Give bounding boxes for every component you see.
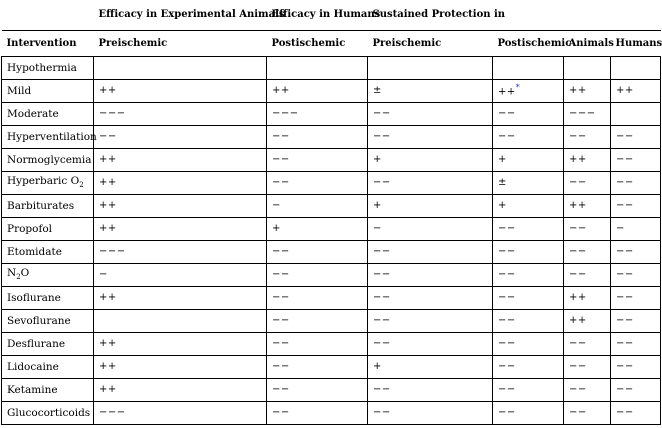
intervention-name: Mild (7, 84, 32, 97)
rating-value: ++ (99, 292, 117, 303)
table-row (2, 56, 661, 79)
rating-cell (94, 102, 267, 125)
col-header-animal-preischemic: Preischemic (94, 30, 267, 56)
rating-cell (94, 332, 267, 355)
rating-value: −− (498, 384, 516, 395)
rating-value: ++ (569, 292, 587, 303)
rating-cell (564, 171, 611, 194)
rating-cell (493, 56, 564, 79)
rating-value: −− (569, 177, 587, 188)
rating-cell (564, 378, 611, 401)
intervention-name: Ketamine (7, 383, 58, 396)
rating-cell (564, 309, 611, 332)
blank-group-cell (2, 0, 94, 30)
rating-cell (493, 332, 564, 355)
rating-value: − (272, 200, 281, 211)
intervention-label (2, 355, 94, 378)
rating-cell (267, 102, 368, 125)
rating-cell (611, 378, 661, 401)
rating-cell (94, 240, 267, 263)
rating-value: −− (616, 131, 634, 142)
rating-value: −− (99, 131, 117, 142)
rating-value: −− (498, 292, 516, 303)
intervention-label (2, 401, 94, 424)
table-row (2, 286, 661, 309)
intervention-label (2, 56, 94, 79)
rating-cell (267, 171, 368, 194)
rating-value: −− (569, 246, 587, 257)
intervention-name: Propofol (7, 222, 53, 235)
rating-cell (368, 194, 493, 217)
rating-cell (564, 355, 611, 378)
intervention-label (2, 378, 94, 401)
rating-value: −− (498, 223, 516, 234)
rating-cell (493, 309, 564, 332)
rating-cell (493, 125, 564, 148)
rating-cell (94, 148, 267, 171)
rating-value: ++ (569, 154, 587, 165)
rating-cell (564, 148, 611, 171)
rating-cell (368, 240, 493, 263)
rating-cell (611, 401, 661, 424)
rating-cell (368, 401, 493, 424)
rating-cell (368, 286, 493, 309)
rating-value: ++ (616, 85, 634, 96)
rating-value: ++ (99, 361, 117, 372)
rating-value: ++ (498, 86, 516, 98)
rating-value: −− (498, 338, 516, 349)
rating-cell (493, 378, 564, 401)
rating-cell (368, 79, 493, 102)
rating-value: −− (616, 246, 634, 257)
rating-value: ++ (99, 223, 117, 234)
rating-value: −− (373, 384, 391, 395)
intervention-name: Hyperventilation (7, 130, 97, 143)
rating-value: −− (373, 131, 391, 142)
rating-value: − (616, 223, 625, 234)
rating-cell (493, 240, 564, 263)
rating-value: ++ (272, 85, 290, 96)
rating-cell (94, 401, 267, 424)
rating-cell (493, 102, 564, 125)
rating-cell (267, 332, 368, 355)
rating-cell (564, 217, 611, 240)
rating-value: −− (616, 384, 634, 395)
rating-value: −− (373, 315, 391, 326)
rating-cell (611, 79, 661, 102)
intervention-label (2, 171, 94, 194)
rating-cell (493, 79, 564, 102)
rating-value: −− (498, 108, 516, 119)
intervention-label (2, 79, 94, 102)
rating-value: −− (616, 269, 634, 280)
rating-value: ++ (99, 338, 117, 349)
intervention-name: Barbiturates (7, 199, 75, 212)
rating-cell (493, 355, 564, 378)
subscript: 2 (16, 273, 21, 282)
col-header-human-postischemic: Postischemic (493, 30, 564, 56)
rating-value: −−− (99, 246, 126, 257)
rating-value: −− (272, 361, 290, 372)
rating-value: −− (616, 361, 634, 372)
rating-cell (368, 148, 493, 171)
col-header-human-preischemic: Preischemic (368, 30, 493, 56)
rating-value: −−− (272, 108, 299, 119)
intervention-name: N (7, 267, 17, 280)
rating-value: ± (498, 177, 507, 188)
col-header-animal-postischemic: Postischemic (267, 30, 368, 56)
rating-cell (267, 125, 368, 148)
rating-cell (493, 171, 564, 194)
rating-cell (611, 102, 661, 125)
rating-value: ++ (99, 177, 117, 188)
table-row (2, 309, 661, 332)
rating-cell (564, 286, 611, 309)
table-row (2, 378, 661, 401)
rating-cell (267, 309, 368, 332)
rating-cell (611, 171, 661, 194)
footnote-marker: * (515, 83, 521, 93)
rating-cell (94, 217, 267, 240)
table-body (2, 56, 661, 424)
rating-value: − (99, 269, 108, 280)
table-row (2, 263, 661, 286)
rating-value: −− (272, 292, 290, 303)
rating-cell (94, 56, 267, 79)
rating-cell (493, 286, 564, 309)
col-header-intervention: Intervention (2, 30, 94, 56)
col-header-sustained-animals: Animals (564, 30, 611, 56)
table-row (2, 148, 661, 171)
subscript: 2 (79, 181, 84, 190)
rating-value: −− (373, 246, 391, 257)
intervention-label (2, 263, 94, 286)
rating-cell (564, 79, 611, 102)
rating-value: −− (616, 177, 634, 188)
table-row (2, 125, 661, 148)
rating-cell (611, 194, 661, 217)
rating-value: −− (616, 200, 634, 211)
rating-cell (493, 263, 564, 286)
rating-cell (368, 125, 493, 148)
rating-cell (611, 148, 661, 171)
rating-cell (267, 286, 368, 309)
rating-value: −− (569, 131, 587, 142)
rating-cell (267, 56, 368, 79)
rating-value: −− (569, 384, 587, 395)
rating-value: −−− (99, 108, 126, 119)
rating-value: −−− (99, 407, 126, 418)
rating-value: −− (373, 292, 391, 303)
column-group-header-row (2, 0, 661, 30)
rating-value: + (373, 154, 382, 165)
rating-cell (493, 401, 564, 424)
rating-value: −− (272, 315, 290, 326)
rating-value: −− (616, 315, 634, 326)
rating-cell (94, 286, 267, 309)
group-header-animals: Efficacy in Experimental Animals (98, 9, 285, 21)
rating-cell (94, 125, 267, 148)
rating-cell (94, 309, 267, 332)
rating-cell (611, 286, 661, 309)
rating-value: ++ (569, 200, 587, 211)
rating-value: −− (373, 338, 391, 349)
rating-value: −− (569, 223, 587, 234)
rating-cell (611, 263, 661, 286)
rating-cell (611, 240, 661, 263)
group-header-sustained: Sustained Protection in (372, 9, 506, 21)
rating-value: −− (272, 154, 290, 165)
rating-value: + (272, 223, 281, 234)
intervention-name: Lidocaine (7, 360, 59, 373)
rating-value: + (373, 200, 382, 211)
intervention-label (2, 125, 97, 148)
rating-value: −− (272, 407, 290, 418)
rating-cell (564, 263, 611, 286)
rating-value: −− (498, 131, 516, 142)
rating-value: ± (373, 85, 382, 96)
rating-cell (611, 332, 661, 355)
rating-cell (94, 194, 267, 217)
rating-cell (267, 194, 368, 217)
table-row (2, 194, 661, 217)
rating-cell (94, 263, 267, 286)
rating-value: −− (272, 269, 290, 280)
rating-cell (493, 217, 564, 240)
rating-value: −− (272, 131, 290, 142)
rating-value: −− (569, 361, 587, 372)
rating-value: + (498, 200, 507, 211)
interventions-table (1, 0, 661, 425)
rating-value: −− (498, 315, 516, 326)
rating-cell (611, 355, 661, 378)
rating-cell (94, 378, 267, 401)
rating-value: −− (272, 384, 290, 395)
rating-value: + (373, 361, 382, 372)
data-table-container (1, 0, 660, 425)
rating-cell (564, 332, 611, 355)
rating-cell (564, 102, 611, 125)
intervention-name: Moderate (7, 107, 59, 120)
rating-value: −− (373, 108, 391, 119)
table-row (2, 332, 661, 355)
intervention-label (2, 148, 94, 171)
rating-value: ++ (99, 200, 117, 211)
intervention-label (2, 286, 94, 309)
rating-cell (368, 102, 493, 125)
intervention-name: Etomidate (7, 245, 62, 258)
rating-cell (267, 355, 368, 378)
rating-cell (267, 401, 368, 424)
table-row (2, 401, 661, 424)
intervention-label (2, 102, 94, 125)
rating-cell (611, 125, 661, 148)
rating-cell (267, 217, 368, 240)
rating-value: −− (616, 292, 634, 303)
rating-cell (267, 378, 368, 401)
rating-value: −− (616, 338, 634, 349)
rating-cell (564, 240, 611, 263)
rating-cell (368, 309, 493, 332)
rating-cell (564, 56, 611, 79)
rating-cell (267, 79, 368, 102)
intervention-label (2, 217, 94, 240)
rating-value: −− (498, 361, 516, 372)
rating-cell (267, 240, 368, 263)
intervention-name: Glucocorticoids (7, 406, 91, 419)
rating-value: ++ (99, 154, 117, 165)
rating-value: −− (272, 246, 290, 257)
rating-value: −−− (569, 108, 596, 119)
intervention-name-suffix: O (20, 267, 30, 280)
intervention-name: Isoflurane (7, 291, 61, 304)
intervention-name: Hyperbaric O (7, 175, 80, 188)
rating-value: ++ (99, 85, 117, 96)
group-header-humans: Efficacy in Humans (271, 9, 381, 21)
rating-cell (94, 355, 267, 378)
rating-value: −− (616, 407, 634, 418)
rating-value: −− (569, 407, 587, 418)
rating-value: −− (498, 407, 516, 418)
rating-value: −− (569, 269, 587, 280)
rating-cell (611, 309, 661, 332)
rating-value: −− (272, 338, 290, 349)
rating-value: −− (569, 338, 587, 349)
intervention-label (2, 194, 94, 217)
intervention-name: Desflurane (7, 337, 66, 350)
rating-value: −− (616, 154, 634, 165)
intervention-label (2, 240, 94, 263)
rating-cell (564, 401, 611, 424)
rating-cell (368, 332, 493, 355)
rating-value: ++ (99, 384, 117, 395)
rating-cell (368, 217, 493, 240)
rating-cell (611, 217, 661, 240)
rating-cell (94, 171, 267, 194)
rating-cell (267, 263, 368, 286)
rating-value: −− (498, 246, 516, 257)
rating-cell (564, 125, 611, 148)
intervention-label (2, 309, 94, 332)
intervention-name: Normoglycemia (7, 153, 92, 166)
table-row (2, 102, 661, 125)
table-row (2, 79, 661, 102)
rating-value: −− (498, 269, 516, 280)
rating-cell (267, 148, 368, 171)
col-header-sustained-humans: Humans (611, 30, 661, 56)
rating-value: + (498, 154, 507, 165)
table-row (2, 171, 661, 194)
rating-cell (493, 148, 564, 171)
rating-value: ++ (569, 85, 587, 96)
table-row (2, 240, 661, 263)
rating-value: −− (373, 177, 391, 188)
table-row (2, 217, 661, 240)
rating-value: −− (272, 177, 290, 188)
intervention-label (2, 332, 94, 355)
rating-value: −− (373, 407, 391, 418)
rating-value: − (373, 223, 382, 234)
rating-cell (368, 263, 493, 286)
intervention-name: Hypothermia (7, 61, 77, 74)
column-header-row (2, 30, 661, 56)
rating-cell (493, 194, 564, 217)
rating-value: −− (373, 269, 391, 280)
intervention-name: Sevoflurane (7, 314, 71, 327)
rating-cell (368, 171, 493, 194)
table-row (2, 355, 661, 378)
rating-cell (564, 194, 611, 217)
rating-value: ++ (569, 315, 587, 326)
rating-cell (611, 56, 661, 79)
rating-cell (94, 79, 267, 102)
rating-cell (368, 378, 493, 401)
rating-cell (368, 56, 493, 79)
rating-cell (368, 355, 493, 378)
